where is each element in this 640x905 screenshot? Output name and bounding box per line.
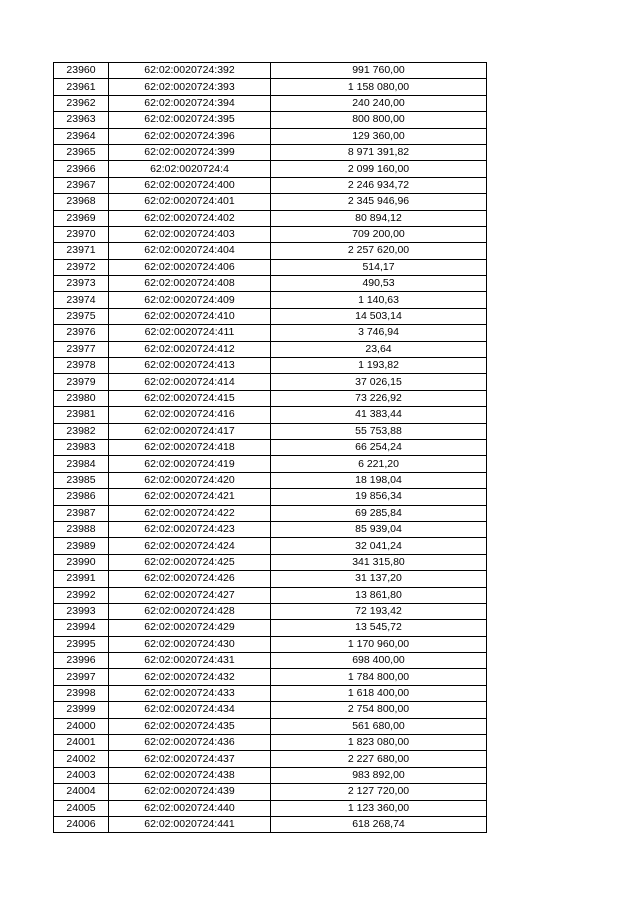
row-number-cell: 23979: [54, 374, 109, 390]
row-number-cell: 23986: [54, 489, 109, 505]
table-row: [54, 210, 487, 226]
table-row: [54, 538, 487, 554]
cadastral-number-cell: 62:02:0020724:406: [109, 259, 271, 275]
table-row: [54, 718, 487, 734]
cadastral-value-cell: 69 285,84: [271, 505, 487, 521]
cadastral-number-cell: 62:02:0020724:413: [109, 358, 271, 374]
cadastral-value-cell: 1 158 080,00: [271, 79, 487, 95]
cadastral-value-cell: 85 939,04: [271, 521, 487, 537]
cadastral-value-cell: 32 041,24: [271, 538, 487, 554]
cadastral-value-cell: 1 784 800,00: [271, 669, 487, 685]
row-number-cell: 23960: [54, 63, 109, 79]
table-row: [54, 816, 487, 832]
cadastral-number-cell: 62:02:0020724:403: [109, 226, 271, 242]
row-number-cell: 24002: [54, 751, 109, 767]
cadastral-value-cell: 8 971 391,82: [271, 144, 487, 160]
row-number-cell: 23989: [54, 538, 109, 554]
cadastral-value-cell: 3 746,94: [271, 325, 487, 341]
table-row: [54, 325, 487, 341]
cadastral-number-cell: 62:02:0020724:432: [109, 669, 271, 685]
table-row: [54, 603, 487, 619]
row-number-cell: 23966: [54, 161, 109, 177]
cadastral-number-cell: 62:02:0020724:428: [109, 603, 271, 619]
cadastral-value-table: [53, 62, 487, 833]
cadastral-value-cell: 72 193,42: [271, 603, 487, 619]
table-row: [54, 308, 487, 324]
table-row: [54, 620, 487, 636]
cadastral-number-cell: 62:02:0020724:426: [109, 571, 271, 587]
row-number-cell: 24005: [54, 800, 109, 816]
cadastral-value-cell: 2 227 680,00: [271, 751, 487, 767]
cadastral-value-cell: 490,53: [271, 276, 487, 292]
row-number-cell: 24006: [54, 816, 109, 832]
table-row: [54, 636, 487, 652]
cadastral-value-cell: 561 680,00: [271, 718, 487, 734]
table-row: [54, 735, 487, 751]
cadastral-value-cell: 1 823 080,00: [271, 735, 487, 751]
cadastral-value-cell: 1 170 960,00: [271, 636, 487, 652]
table-row: [54, 161, 487, 177]
cadastral-number-cell: 62:02:0020724:404: [109, 243, 271, 259]
cadastral-value-cell: 18 198,04: [271, 472, 487, 488]
table-row: [54, 751, 487, 767]
row-number-cell: 23978: [54, 358, 109, 374]
cadastral-number-cell: 62:02:0020724:418: [109, 439, 271, 455]
table-row: [54, 95, 487, 111]
cadastral-number-cell: 62:02:0020724:420: [109, 472, 271, 488]
row-number-cell: 23995: [54, 636, 109, 652]
cadastral-number-cell: 62:02:0020724:402: [109, 210, 271, 226]
cadastral-number-cell: 62:02:0020724:410: [109, 308, 271, 324]
cadastral-number-cell: 62:02:0020724:430: [109, 636, 271, 652]
table-row: [54, 554, 487, 570]
table-row: [54, 128, 487, 144]
row-number-cell: 23987: [54, 505, 109, 521]
row-number-cell: 23982: [54, 423, 109, 439]
cadastral-value-cell: 800 800,00: [271, 112, 487, 128]
table-row: [54, 685, 487, 701]
row-number-cell: 23990: [54, 554, 109, 570]
cadastral-number-cell: 62:02:0020724:435: [109, 718, 271, 734]
row-number-cell: 23996: [54, 653, 109, 669]
cadastral-value-cell: 1 140,63: [271, 292, 487, 308]
cadastral-value-cell: 2 754 800,00: [271, 702, 487, 718]
cadastral-number-cell: 62:02:0020724:416: [109, 407, 271, 423]
cadastral-value-cell: 6 221,20: [271, 456, 487, 472]
cadastral-number-cell: 62:02:0020724:424: [109, 538, 271, 554]
cadastral-value-cell: 240 240,00: [271, 95, 487, 111]
cadastral-value-cell: 514,17: [271, 259, 487, 275]
table-row: [54, 243, 487, 259]
cadastral-number-cell: 62:02:0020724:411: [109, 325, 271, 341]
cadastral-value-cell: 13 545,72: [271, 620, 487, 636]
cadastral-value-cell: 2 099 160,00: [271, 161, 487, 177]
table-row: [54, 456, 487, 472]
cadastral-value-cell: 618 268,74: [271, 816, 487, 832]
row-number-cell: 23972: [54, 259, 109, 275]
table-row: [54, 669, 487, 685]
row-number-cell: 23974: [54, 292, 109, 308]
cadastral-value-cell: 1 123 360,00: [271, 800, 487, 816]
table-row: [54, 472, 487, 488]
cadastral-value-cell: 73 226,92: [271, 390, 487, 406]
row-number-cell: 24001: [54, 735, 109, 751]
cadastral-number-cell: 62:02:0020724:438: [109, 767, 271, 783]
row-number-cell: 24003: [54, 767, 109, 783]
cadastral-value-cell: 31 137,20: [271, 571, 487, 587]
cadastral-number-cell: 62:02:0020724:439: [109, 784, 271, 800]
table-row: [54, 390, 487, 406]
row-number-cell: 23992: [54, 587, 109, 603]
row-number-cell: 23973: [54, 276, 109, 292]
table-row: [54, 521, 487, 537]
cadastral-number-cell: 62:02:0020724:417: [109, 423, 271, 439]
cadastral-number-cell: 62:02:0020724:396: [109, 128, 271, 144]
cadastral-number-cell: 62:02:0020724:394: [109, 95, 271, 111]
row-number-cell: 23999: [54, 702, 109, 718]
table-row: [54, 784, 487, 800]
row-number-cell: 23965: [54, 144, 109, 160]
cadastral-number-cell: 62:02:0020724:427: [109, 587, 271, 603]
cadastral-number-cell: 62:02:0020724:412: [109, 341, 271, 357]
cadastral-value-cell: 341 315,80: [271, 554, 487, 570]
row-number-cell: 23998: [54, 685, 109, 701]
cadastral-number-cell: 62:02:0020724:422: [109, 505, 271, 521]
cadastral-value-cell: 1 618 400,00: [271, 685, 487, 701]
row-number-cell: 23967: [54, 177, 109, 193]
cadastral-number-cell: 62:02:0020724:433: [109, 685, 271, 701]
row-number-cell: 24004: [54, 784, 109, 800]
table-row: [54, 702, 487, 718]
row-number-cell: 23981: [54, 407, 109, 423]
table-row: [54, 423, 487, 439]
table-row: [54, 112, 487, 128]
table-row: [54, 358, 487, 374]
table-row: [54, 177, 487, 193]
row-number-cell: 23975: [54, 308, 109, 324]
cadastral-number-cell: 62:02:0020724:392: [109, 63, 271, 79]
cadastral-number-cell: 62:02:0020724:409: [109, 292, 271, 308]
cadastral-number-cell: 62:02:0020724:419: [109, 456, 271, 472]
cadastral-number-cell: 62:02:0020724:436: [109, 735, 271, 751]
row-number-cell: 23968: [54, 194, 109, 210]
cadastral-value-cell: 2 257 620,00: [271, 243, 487, 259]
cadastral-number-cell: 62:02:0020724:401: [109, 194, 271, 210]
row-number-cell: 23988: [54, 521, 109, 537]
row-number-cell: 23991: [54, 571, 109, 587]
row-number-cell: 23980: [54, 390, 109, 406]
row-number-cell: 23961: [54, 79, 109, 95]
row-number-cell: 23976: [54, 325, 109, 341]
cadastral-number-cell: 62:02:0020724:399: [109, 144, 271, 160]
table-row: [54, 571, 487, 587]
cadastral-number-cell: 62:02:0020724:393: [109, 79, 271, 95]
cadastral-number-cell: 62:02:0020724:414: [109, 374, 271, 390]
cadastral-value-cell: 991 760,00: [271, 63, 487, 79]
row-number-cell: 23997: [54, 669, 109, 685]
table-row: [54, 63, 487, 79]
cadastral-number-cell: 62:02:0020724:431: [109, 653, 271, 669]
cadastral-value-cell: 983 892,00: [271, 767, 487, 783]
cadastral-value-cell: 23,64: [271, 341, 487, 357]
table-row: [54, 341, 487, 357]
cadastral-value-cell: 2 127 720,00: [271, 784, 487, 800]
table-row: [54, 292, 487, 308]
cadastral-number-cell: 62:02:0020724:437: [109, 751, 271, 767]
cadastral-number-cell: 62:02:0020724:408: [109, 276, 271, 292]
cadastral-number-cell: 62:02:0020724:441: [109, 816, 271, 832]
cadastral-number-cell: 62:02:0020724:395: [109, 112, 271, 128]
cadastral-value-cell: 1 193,82: [271, 358, 487, 374]
row-number-cell: 23984: [54, 456, 109, 472]
cadastral-value-cell: 41 383,44: [271, 407, 487, 423]
table-row: [54, 505, 487, 521]
table-row: [54, 276, 487, 292]
cadastral-value-cell: 13 861,80: [271, 587, 487, 603]
cadastral-value-cell: 19 856,34: [271, 489, 487, 505]
cadastral-number-cell: 62:02:0020724:434: [109, 702, 271, 718]
row-number-cell: 23964: [54, 128, 109, 144]
cadastral-value-cell: 80 894,12: [271, 210, 487, 226]
cadastral-value-cell: 698 400,00: [271, 653, 487, 669]
table-row: [54, 587, 487, 603]
cadastral-value-cell: 2 246 934,72: [271, 177, 487, 193]
table-row: [54, 79, 487, 95]
row-number-cell: 24000: [54, 718, 109, 734]
cadastral-value-cell: 129 360,00: [271, 128, 487, 144]
row-number-cell: 23985: [54, 472, 109, 488]
cadastral-number-cell: 62:02:0020724:421: [109, 489, 271, 505]
table-row: [54, 407, 487, 423]
row-number-cell: 23962: [54, 95, 109, 111]
table-row: [54, 800, 487, 816]
cadastral-number-cell: 62:02:0020724:423: [109, 521, 271, 537]
cadastral-value-cell: 14 503,14: [271, 308, 487, 324]
row-number-cell: 23970: [54, 226, 109, 242]
cadastral-number-cell: 62:02:0020724:429: [109, 620, 271, 636]
cadastral-value-cell: 37 026,15: [271, 374, 487, 390]
row-number-cell: 23969: [54, 210, 109, 226]
cadastral-number-cell: 62:02:0020724:425: [109, 554, 271, 570]
table-row: [54, 439, 487, 455]
cadastral-value-cell: 66 254,24: [271, 439, 487, 455]
table-row: [54, 226, 487, 242]
table-row: [54, 653, 487, 669]
table-body: [54, 63, 487, 833]
cadastral-value-cell: 2 345 946,96: [271, 194, 487, 210]
row-number-cell: 23994: [54, 620, 109, 636]
cadastral-number-cell: 62:02:0020724:440: [109, 800, 271, 816]
table-row: [54, 144, 487, 160]
row-number-cell: 23971: [54, 243, 109, 259]
table-row: [54, 767, 487, 783]
cadastral-number-cell: 62:02:0020724:415: [109, 390, 271, 406]
table-row: [54, 194, 487, 210]
row-number-cell: 23993: [54, 603, 109, 619]
table-row: [54, 489, 487, 505]
cadastral-value-cell: 55 753,88: [271, 423, 487, 439]
cadastral-number-cell: 62:02:0020724:4: [109, 161, 271, 177]
table-row: [54, 259, 487, 275]
cadastral-number-cell: 62:02:0020724:400: [109, 177, 271, 193]
table-row: [54, 374, 487, 390]
row-number-cell: 23977: [54, 341, 109, 357]
cadastral-value-cell: 709 200,00: [271, 226, 487, 242]
row-number-cell: 23963: [54, 112, 109, 128]
row-number-cell: 23983: [54, 439, 109, 455]
